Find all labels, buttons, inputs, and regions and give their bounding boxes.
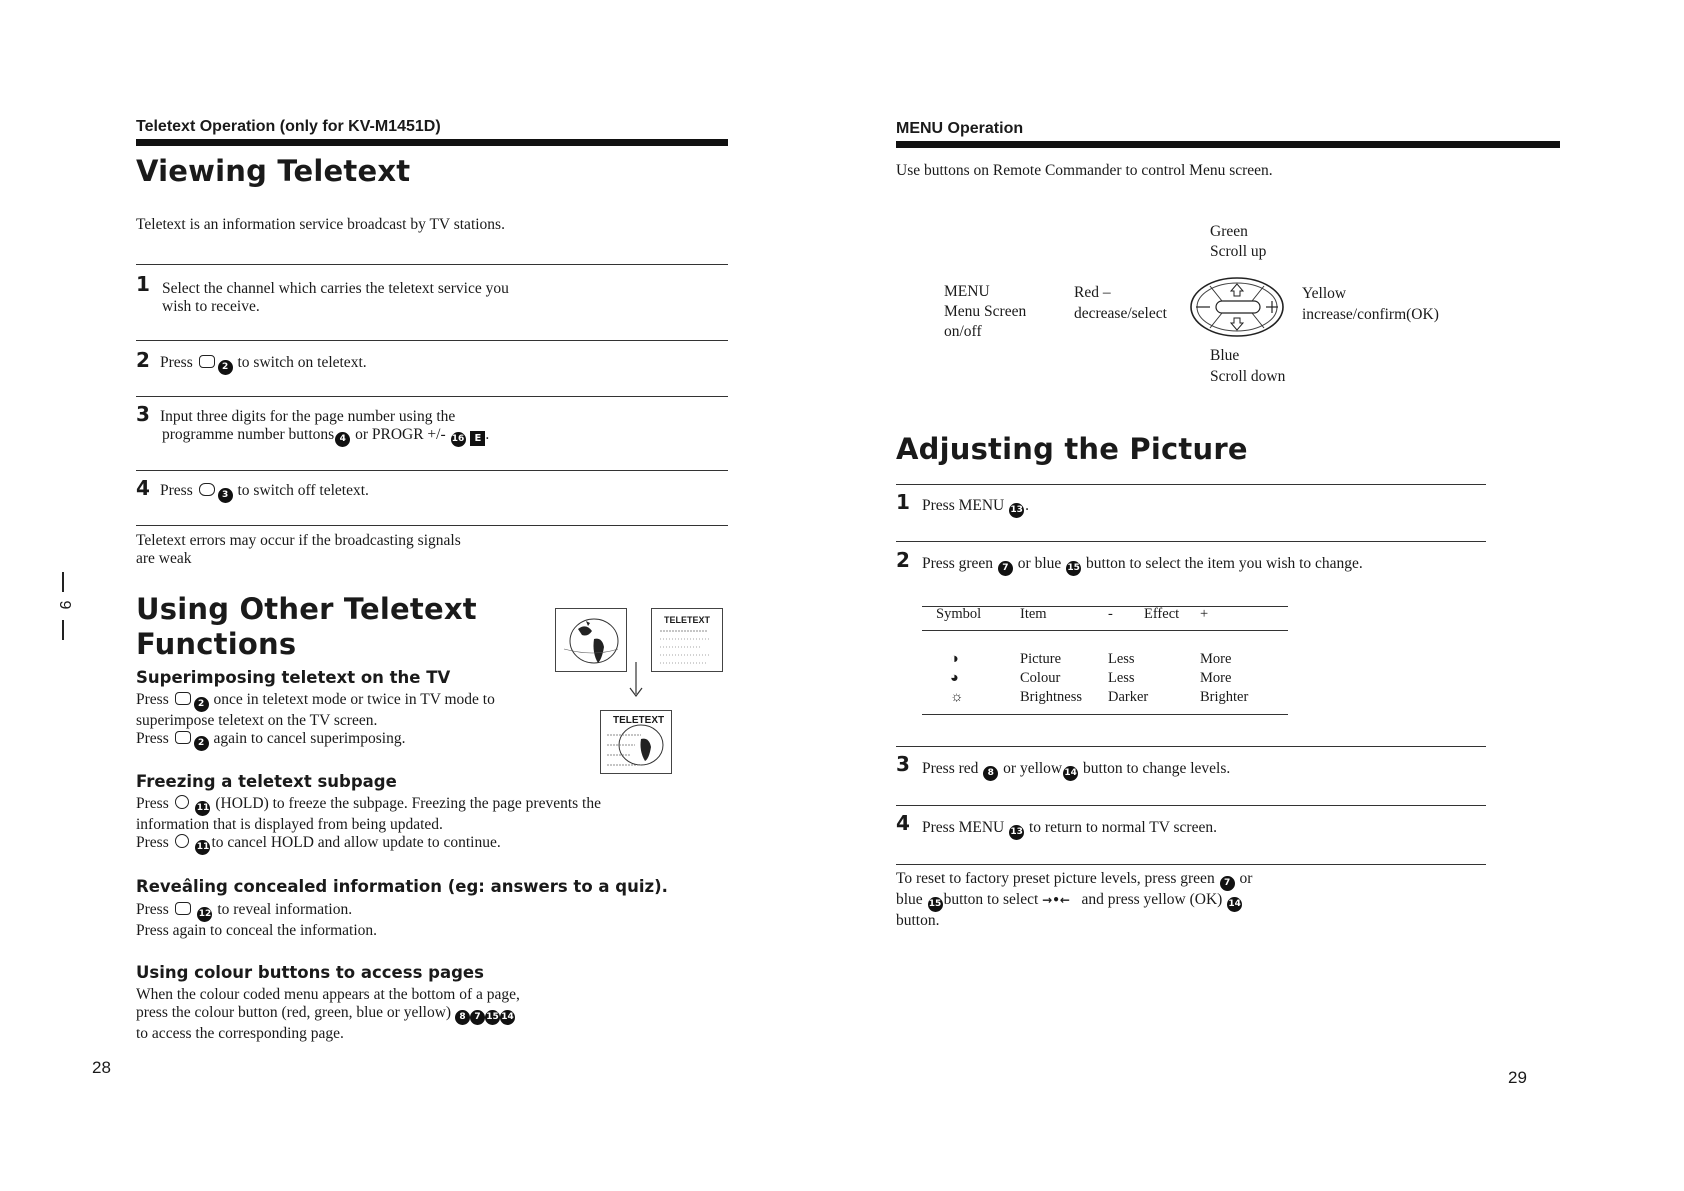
step-1-text — [162, 280, 509, 316]
table-row: ◕ Colour Less More — [950, 670, 1232, 686]
colour-text: When the colour coded menu appears at the bottom of a page, press the colour button (red, green, blue or yellow) 8 7 15 14 to access the corresponding page. — [136, 986, 520, 1042]
green-label: Green Scroll up — [1210, 223, 1267, 260]
button-number-badge: 14 — [1063, 766, 1078, 781]
right-section-rule — [896, 141, 1560, 148]
superimposed-globe-icon — [601, 711, 671, 773]
picture-symbol-icon: ◑ — [950, 651, 959, 667]
header-item: Item — [1020, 606, 1047, 622]
step-number: 2 — [136, 348, 150, 372]
divider — [136, 396, 728, 397]
step-number: 1 — [136, 272, 150, 296]
side-page-number: 9 — [56, 600, 73, 610]
step-number: 1 — [896, 490, 910, 514]
reveal-button-icon — [175, 902, 191, 915]
red-label: Red – decrease/select — [1074, 284, 1167, 322]
teletext-lines-icon — [652, 609, 722, 671]
header-symbol: Symbol — [936, 606, 982, 622]
table-rule — [922, 714, 1288, 715]
button-number-badge: 4 — [335, 432, 350, 447]
step-number: 4 — [896, 811, 910, 835]
table-row: ☼ Brightness Darker Brighter — [950, 689, 1249, 705]
right-page-number: 29 — [1508, 1068, 1527, 1087]
divider — [896, 541, 1486, 542]
left-section-rule — [136, 139, 728, 146]
hold-button-icon — [175, 795, 189, 809]
button-number-badge: 2 — [194, 736, 209, 751]
button-number-badge: 11 — [195, 801, 210, 816]
menu-operation-intro: Use buttons on Remote Commander to control Menu screen. — [896, 162, 1273, 179]
down-arrow-icon — [624, 660, 648, 700]
left-page-number: 28 — [92, 1058, 111, 1077]
teletext-button-icon — [199, 355, 215, 368]
button-number-badge: 8 — [983, 766, 998, 781]
button-number-badge: 2 — [194, 697, 209, 712]
side-page-mark — [56, 572, 73, 640]
freeze-heading: Freezing a teletext subpage — [136, 772, 397, 791]
divider — [896, 746, 1486, 747]
tv-screen-figure — [555, 608, 627, 672]
left-section-label: Teletext Operation (only for KV-M1451D) — [136, 118, 441, 135]
reset-note: To reset to factory preset picture levels, press green 7 or blue 15 button to select →•← and press yellow (OK) 14 button. — [896, 870, 1253, 929]
teletext-button-icon — [175, 731, 191, 744]
step-text-line: Select the channel which carries the teletext service you — [162, 280, 509, 297]
step-2-text: Press 2 to switch on teletext. — [160, 354, 367, 375]
brightness-symbol-icon: ☼ — [950, 689, 964, 705]
button-number-badge: 16 — [451, 432, 466, 447]
table-row: ◑ Picture Less More — [950, 651, 1232, 667]
tv-button-icon — [199, 483, 215, 496]
step-3-text: Input three digits for the page number using the programme number buttons 4 or PROGR +/- 16 E . — [160, 408, 489, 447]
freeze-text: Press 11 (HOLD) to freeze the subpage. Freezing the page prevents the information that is displayed from being updated. Press 11 to cancel HOLD and allow update to continue. — [136, 795, 601, 855]
adjust-step-4-text: Press MENU 13 to return to normal TV screen. — [922, 819, 1217, 840]
button-number-badge: 15 — [1066, 561, 1081, 576]
divider — [136, 525, 728, 526]
header-minus: - — [1108, 606, 1113, 622]
button-number-badge: 3 — [218, 488, 233, 503]
step-text-line: wish to receive. — [162, 298, 260, 315]
step-number: 2 — [896, 548, 910, 572]
step-number: 3 — [136, 402, 150, 426]
remote-control-pad-icon — [1188, 276, 1286, 338]
button-number-badge: 7 — [998, 561, 1013, 576]
teletext-note: Teletext errors may occur if the broadcasting signals are weak — [136, 532, 461, 567]
hold-button-icon — [175, 834, 189, 848]
header-effect: Effect — [1144, 606, 1180, 622]
button-number-badge: 15 — [485, 1010, 500, 1025]
menu-label: MENU Menu Screen on/off — [944, 283, 1027, 340]
blue-label: Blue Scroll down — [1210, 347, 1286, 385]
globe-icon — [556, 609, 626, 671]
section-title-other-functions: Using Other Teletext Functions — [136, 592, 477, 661]
button-number-badge: 11 — [195, 840, 210, 855]
adjust-step-1-text: Press MENU 13 . — [922, 497, 1029, 518]
step-number: 3 — [896, 752, 910, 776]
button-number-badge: 14 — [500, 1010, 515, 1025]
reset-symbol-icon: →•← — [1042, 893, 1070, 907]
button-number-badge: 2 — [218, 360, 233, 375]
divider — [136, 264, 728, 265]
header-plus: + — [1200, 606, 1209, 622]
adjust-step-2-text: Press green 7 or blue 15 button to select the item you wish to change. — [922, 555, 1363, 576]
button-number-badge: 7 — [1220, 876, 1235, 891]
divider — [896, 864, 1486, 865]
button-number-badge: 13 — [1009, 825, 1024, 840]
table-rule — [922, 630, 1288, 631]
reveal-heading: Reveâling concealed information (eg: answers to a quiz). — [136, 877, 668, 896]
button-number-badge: 15 — [928, 897, 943, 912]
page-title-adjusting-picture: Adjusting the Picture — [896, 432, 1248, 466]
button-number-badge: 13 — [1009, 503, 1024, 518]
viewing-teletext-intro: Teletext is an information service broadcast by TV stations. — [136, 216, 505, 233]
reveal-text: Press 12 to reveal information. Press again to conceal the information. — [136, 901, 378, 939]
button-number-badge: 14 — [1227, 897, 1242, 912]
teletext-figure-label: TELETEXT — [664, 615, 711, 625]
right-section-label: MENU Operation — [896, 120, 1024, 137]
step-4-text: Press 3 to switch off teletext. — [160, 482, 369, 503]
button-number-badge: 7 — [470, 1010, 485, 1025]
page-title-viewing-teletext: Viewing Teletext — [136, 154, 411, 188]
teletext-page-figure — [651, 608, 723, 672]
step-number: 4 — [136, 476, 150, 500]
superimposed-figure-label: TELETEXT — [613, 715, 665, 726]
yellow-label: Yellow increase/confirm(OK) — [1302, 285, 1439, 323]
superimpose-text: Press 2 once in teletext mode or twice in TV mode to superimpose teletext on the TV screen. Press 2 again to cancel superimposing. — [136, 691, 495, 751]
divider — [896, 484, 1486, 485]
superimposed-figure — [600, 710, 672, 774]
divider — [136, 340, 728, 341]
button-number-badge: 12 — [197, 907, 212, 922]
colour-heading: Using colour buttons to access pages — [136, 963, 484, 982]
divider — [136, 470, 728, 471]
superimpose-heading: Superimposing teletext on the TV — [136, 668, 451, 687]
colour-symbol-icon: ◕ — [950, 670, 959, 686]
adjust-step-3-text: Press red 8 or yellow 14 button to change levels. — [922, 760, 1230, 781]
e-square-icon: E — [470, 431, 485, 446]
divider — [896, 805, 1486, 806]
teletext-button-icon — [175, 692, 191, 705]
button-number-badge: 8 — [455, 1010, 470, 1025]
